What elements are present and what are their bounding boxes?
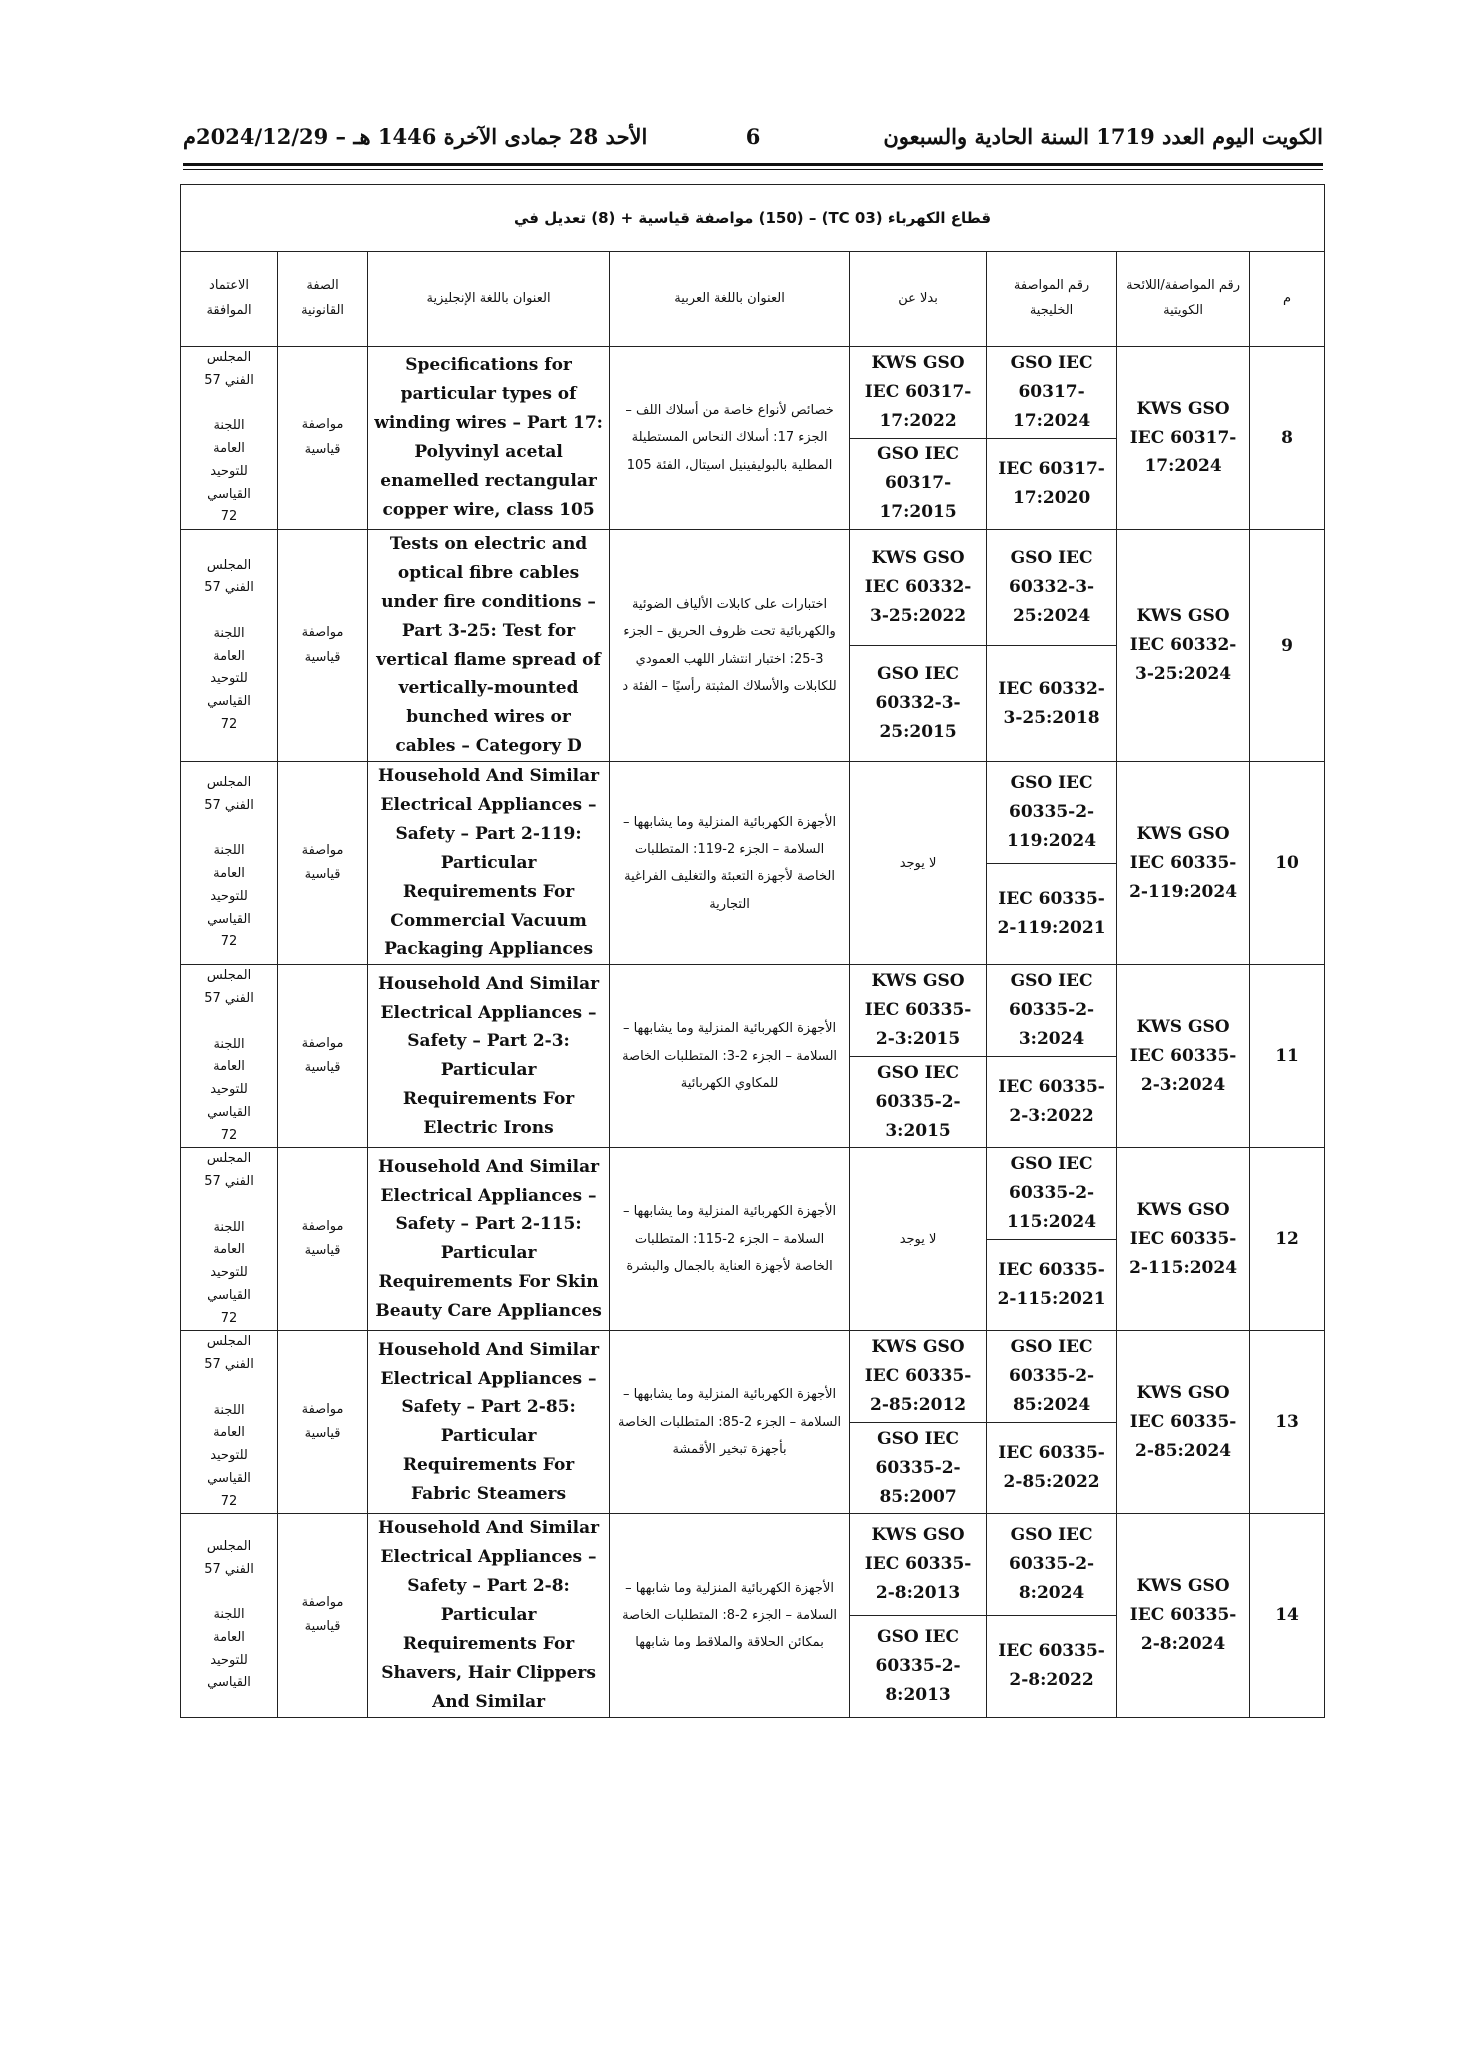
cell-replaces-gso (850, 1422, 987, 1514)
cell-seq: 11 (1250, 965, 1325, 1148)
cell-iec-number (987, 438, 1117, 530)
cell-replaces (850, 965, 987, 1057)
cell-seq: 12 (1250, 1148, 1325, 1331)
cell-kws-number (1117, 530, 1250, 762)
header-date: الأحد 28 جمادى الآخرة 1446 هـ – 2024/12/29م (183, 124, 648, 149)
cell-gso-number-text: GSO IEC 60335-2-85:2024 (1009, 1337, 1095, 1416)
column-header-title-ar: العنوان باللغة العربية (610, 252, 850, 347)
column-header-gso: رقم المواصفة الخليجية (987, 252, 1117, 347)
cell-kws-number (1117, 1148, 1250, 1331)
cell-kws-number (1117, 762, 1250, 965)
table-row (181, 1331, 1325, 1423)
table-caption: قطاع الكهرباء (TC 03) – (150) مواصفة قياسية + (8) تعديل في (181, 185, 1325, 252)
header-rule-thin (183, 169, 1323, 170)
cell-replaces-gso (850, 1056, 987, 1148)
cell-kws-number (1117, 1514, 1250, 1717)
cell-title-en (368, 965, 610, 1148)
table-row (181, 965, 1325, 1057)
cell-approval: المجلس الفني 57 اللجنة العامة للتوحيد القياسي 72 (181, 530, 278, 762)
cell-replaces (850, 530, 987, 646)
cell-replaces-text: KWS GSO IEC 60317-17:2022 (864, 352, 972, 431)
table-row (181, 1514, 1325, 1616)
cell-gso-number-text: GSO IEC 60332-3-25:2024 (1009, 548, 1095, 626)
cell-approval: المجلس الفني 57 اللجنة العامة للتوحيد القياسي 72 (181, 347, 278, 530)
cell-iec-number-text: IEC 60335-2-8:2022 (998, 1641, 1105, 1691)
cell-kws-number-text: KWS GSO IEC 60335-2-3:2024 (1129, 1017, 1237, 1095)
cell-kws-number-text: KWS GSO IEC 60335-2-85:2024 (1129, 1383, 1237, 1461)
cell-title-ar: الأجهزة الكهربائية المنزلية وما يشابهها – السلامة – الجزء 2-119: المتطلبات الخاصة لأجهزة التعبئة والتغليف الفراغية التجارية (610, 762, 850, 965)
column-header-approval: الاعتماد الموافقة (181, 252, 278, 347)
header-rule-thick (183, 163, 1323, 166)
cell-title-en (368, 1514, 610, 1717)
cell-replaces (850, 347, 987, 439)
cell-gso-number (987, 1331, 1117, 1423)
cell-replaces-text: KWS GSO IEC 60335-2-85:2012 (864, 1337, 972, 1416)
cell-kws-number-text: KWS GSO IEC 60317-17:2024 (1129, 398, 1237, 477)
cell-title-ar: اختبارات على كابلات الألياف الضوئية والكهربائية تحت ظروف الحريق – الجزء 3-25: اختبار انتشار اللهب العمودي للكابلات والأسلاك المثبتة رأسيًا – الفئة د (610, 530, 850, 762)
cell-replaces-gso (850, 646, 987, 762)
cell-kws-number (1117, 1331, 1250, 1514)
cell-title-ar: الأجهزة الكهربائية المنزلية وما يشابهها – السلامة – الجزء 2-85: المتطلبات الخاصة بأجهزة تبخير الأقمشة (610, 1331, 850, 1514)
cell-iec-number (987, 1239, 1117, 1331)
cell-title-en (368, 1331, 610, 1514)
cell-seq: 13 (1250, 1331, 1325, 1514)
cell-iec-number-text: IEC 60317-17:2020 (998, 458, 1105, 508)
table-header-row (181, 252, 1325, 347)
cell-seq: 10 (1250, 762, 1325, 965)
cell-title-en-text: Household And Similar Electrical Appliances – Safety – Part 2-115: Particular Requirements For Skin Beauty Care Appliances (375, 1156, 602, 1322)
cell-replaces-gso-text: GSO IEC 60335-2-8:2013 (875, 1626, 961, 1705)
table-row (181, 762, 1325, 864)
cell-replaces-text: KWS GSO IEC 60332-3-25:2022 (864, 548, 972, 626)
cell-legal-status: مواصفة قياسية (278, 1148, 368, 1331)
cell-title-en (368, 347, 610, 530)
cell-legal-status: مواصفة قياسية (278, 965, 368, 1148)
cell-replaces (850, 1514, 987, 1616)
cell-gso-number (987, 1514, 1117, 1616)
cell-title-en-text: Household And Similar Electrical Appliances – Safety – Part 2-119: Particular Requirements For Commercial Vacuum Packaging Appliances (378, 766, 600, 960)
cell-kws-number-text: KWS GSO IEC 60335-2-119:2024 (1129, 823, 1238, 902)
cell-legal-status: مواصفة قياسية (278, 1331, 368, 1514)
cell-gso-number-text: GSO IEC 60335-2-3:2024 (1009, 971, 1095, 1050)
cell-iec-number-text: IEC 60332-3-25:2018 (998, 678, 1105, 728)
standards-table (180, 184, 1325, 1718)
cell-title-en-text: Household And Similar Electrical Appliances – Safety – Part 2-3: Particular Requirements For Electric Irons (378, 973, 600, 1139)
table-row (181, 530, 1325, 646)
cell-gso-number-text: GSO IEC 60335-2-8:2024 (1009, 1525, 1095, 1604)
cell-iec-number (987, 863, 1117, 965)
cell-legal-status: مواصفة قياسية (278, 1514, 368, 1717)
cell-title-ar: الأجهزة الكهربائية المنزلية وما شابهها – السلامة – الجزء 2-8: المتطلبات الخاصة بمكائن الحلاقة والملاقط وما شابهها (610, 1514, 850, 1717)
cell-iec-number (987, 1422, 1117, 1514)
cell-approval: المجلس الفني 57 اللجنة العامة للتوحيد القياسي 72 (181, 1331, 278, 1514)
cell-approval: المجلس الفني 57 اللجنة العامة للتوحيد القياسي 72 (181, 965, 278, 1148)
cell-gso-number (987, 965, 1117, 1057)
cell-replaces-gso-text: GSO IEC 60335-2-3:2015 (875, 1062, 961, 1141)
cell-seq: 14 (1250, 1514, 1325, 1717)
cell-iec-number-text: IEC 60335-2-119:2021 (997, 889, 1106, 939)
table-caption-row (181, 185, 1325, 252)
cell-iec-number (987, 646, 1117, 762)
cell-approval: المجلس الفني 57 اللجنة العامة للتوحيد القياسي (181, 1514, 278, 1717)
cell-replaces-text: KWS GSO IEC 60335-2-8:2013 (864, 1525, 972, 1604)
column-header-replaces: بدلا عن (850, 252, 987, 347)
cell-gso-number-text: GSO IEC 60335-2-115:2024 (1007, 1154, 1097, 1233)
cell-kws-number (1117, 347, 1250, 530)
cell-title-ar: خصائص لأنواع خاصة من أسلاك اللف – الجزء 17: أسلاك النحاس المستطيلة المطلية بالبوليفينيل اسيتال، الفئة 105 (610, 347, 850, 530)
column-header-kws: رقم المواصفة/اللائحة الكويتية (1117, 252, 1250, 347)
cell-iec-number-text: IEC 60335-2-115:2021 (997, 1260, 1106, 1310)
cell-approval: المجلس الفني 57 اللجنة العامة للتوحيد القياسي 72 (181, 762, 278, 965)
cell-replaces-gso (850, 438, 987, 530)
cell-seq: 9 (1250, 530, 1325, 762)
cell-title-en-text: Household And Similar Electrical Appliances – Safety – Part 2-8: Particular Requirements For Shavers, Hair Clippers And Similar (378, 1518, 600, 1712)
cell-kws-number-text: KWS GSO IEC 60335-2-8:2024 (1129, 1576, 1237, 1654)
cell-gso-number-text: GSO IEC 60335-2-119:2024 (1007, 773, 1097, 851)
cell-iec-number (987, 1056, 1117, 1148)
cell-gso-number-text: GSO IEC 60317-17:2024 (1010, 352, 1093, 431)
cell-legal-status: مواصفة قياسية (278, 762, 368, 965)
cell-gso-number (987, 1148, 1117, 1240)
cell-title-ar: الأجهزة الكهربائية المنزلية وما يشابهها –السلامة – الجزء 2-3: المتطلبات الخاصة للمكاوي الكهربائية (610, 965, 850, 1148)
cell-kws-number (1117, 965, 1250, 1148)
cell-replaces-gso-text: GSO IEC 60317-17:2015 (877, 444, 960, 523)
cell-title-en-text: Tests on electric and optical fibre cables under fire conditions – Part 3-25: Test for vertical flame spread of vertically-mounted bunched wires or cables – Category D (376, 534, 601, 757)
cell-replaces: لا يوجد (850, 1148, 987, 1331)
cell-title-en (368, 762, 610, 965)
cell-iec-number-text: IEC 60335-2-85:2022 (998, 1443, 1105, 1493)
page-header (183, 120, 1323, 160)
cell-title-en-text: Household And Similar Electrical Appliances – Safety – Part 2-85: Particular Requirements For Fabric Steamers (378, 1339, 600, 1505)
cell-title-en (368, 1148, 610, 1331)
cell-replaces (850, 1331, 987, 1423)
column-header-seq: م (1250, 252, 1325, 347)
cell-legal-status: مواصفة قياسية (278, 530, 368, 762)
cell-kws-number-text: KWS GSO IEC 60335-2-115:2024 (1129, 1200, 1238, 1278)
cell-title-en-text: Specifications for particular types of winding wires – Part 17: Polyvinyl acetal enamelled rectangular copper wire, class 105 (374, 355, 603, 520)
cell-approval: المجلس الفني 57 اللجنة العامة للتوحيد القياسي 72 (181, 1148, 278, 1331)
cell-legal-status: مواصفة قياسية (278, 347, 368, 530)
cell-iec-number-text: IEC 60335-2-3:2022 (998, 1077, 1105, 1127)
cell-title-ar: الأجهزة الكهربائية المنزلية وما يشابهها – السلامة – الجزء 2-115: المتطلبات الخاصة لأجهزة العناية بالجمال والبشرة (610, 1148, 850, 1331)
cell-gso-number (987, 347, 1117, 439)
cell-replaces-gso-text: GSO IEC 60332-3-25:2015 (875, 664, 961, 743)
cell-replaces-text: KWS GSO IEC 60335-2-3:2015 (864, 971, 972, 1050)
cell-seq: 8 (1250, 347, 1325, 530)
header-page-number: 6 (745, 124, 761, 149)
column-header-legal: الصفة القانونية (278, 252, 368, 347)
header-issue-info: الكويت اليوم العدد 1719 السنة الحادية والسبعون (883, 124, 1323, 149)
cell-kws-number-text: KWS GSO IEC 60332-3-25:2024 (1129, 606, 1237, 684)
table-row (181, 1148, 1325, 1240)
cell-replaces-gso (850, 1615, 987, 1717)
table-row (181, 347, 1325, 439)
cell-gso-number (987, 762, 1117, 864)
cell-replaces: لا يوجد (850, 762, 987, 965)
cell-replaces-gso-text: GSO IEC 60335-2-85:2007 (875, 1428, 961, 1507)
cell-iec-number (987, 1615, 1117, 1717)
cell-title-en (368, 530, 610, 762)
column-header-title-en: العنوان باللغة الإنجليزية (368, 252, 610, 347)
cell-gso-number (987, 530, 1117, 646)
